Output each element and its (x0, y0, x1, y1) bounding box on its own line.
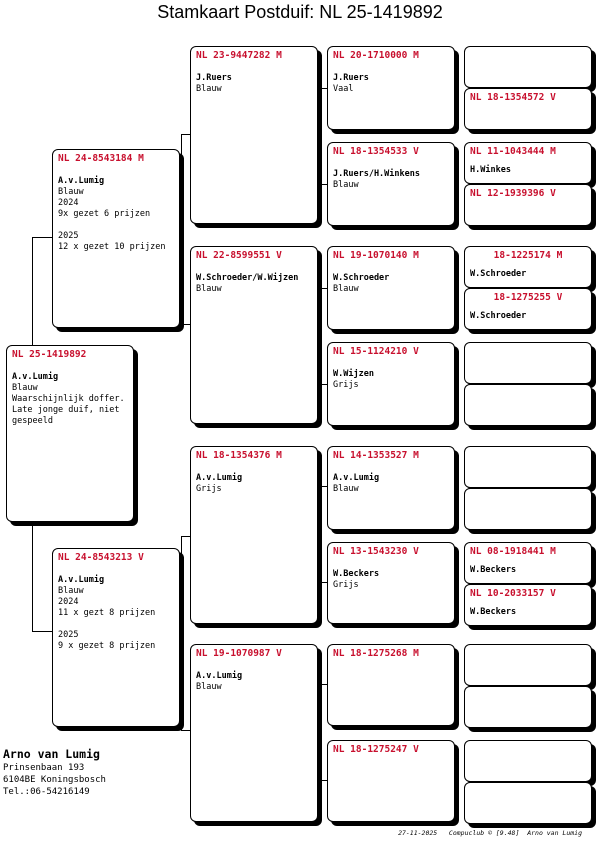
ring-number: NL 10-2033157 V (470, 588, 556, 599)
pigeon-card-mother[interactable] (52, 548, 180, 727)
ring-number: NL 08-1918441 M (470, 546, 556, 557)
pigeon-card-great-grandparent[interactable] (327, 246, 455, 330)
owner-name: J.Ruers/H.Winkens (333, 169, 420, 179)
connector-line (181, 730, 190, 731)
connector-line (32, 522, 33, 632)
connector-line (318, 486, 319, 582)
ring-number: NL 18-1354572 V (470, 92, 556, 103)
connector-line (318, 780, 327, 781)
connector-line (318, 288, 327, 289)
connector-line (181, 536, 182, 730)
color: Grijs (196, 484, 222, 494)
color: Blauw (12, 383, 38, 393)
pigeon-card-ggg[interactable] (464, 542, 592, 584)
owner-name: A.v.Lumig (196, 671, 243, 681)
pigeon-card-great-grandparent[interactable] (327, 446, 455, 530)
results: 9x gezet 6 prijzen (58, 209, 151, 219)
ring-number: NL 18-1275247 V (333, 744, 419, 755)
year: 2025 (58, 630, 79, 640)
pigeon-card-great-grandparent[interactable] (327, 644, 455, 726)
owner-name: W.Schroeder (333, 273, 390, 283)
owner-name: A.v.Lumig (58, 176, 105, 186)
ring-number: NL 18-1354533 V (333, 146, 419, 157)
ring-number: NL 24-8543184 M (58, 153, 144, 164)
year: 2024 (58, 198, 79, 208)
pigeon-card-ggg[interactable] (464, 584, 592, 626)
owner-name: W.Beckers (333, 569, 380, 579)
owner-name: J.Ruers (196, 73, 232, 83)
color: Blauw (333, 284, 359, 294)
pigeon-card-ggg-empty[interactable] (464, 384, 592, 426)
owner-name: H.Winkes (470, 165, 511, 175)
pigeon-card-great-grandparent[interactable] (327, 740, 455, 822)
breeder-phone: Tel.:06-54216149 (3, 787, 90, 797)
results: 11 x gezt 8 prijzen (58, 608, 156, 618)
color: Blauw (333, 180, 359, 190)
ring-number: NL 12-1939396 V (470, 188, 556, 199)
breeder-name: Arno van Lumig (3, 747, 100, 761)
ring-number: NL 24-8543213 V (58, 552, 144, 563)
owner-name: A.v.Lumig (12, 372, 59, 382)
connector-line (318, 684, 319, 780)
ring-number: NL 23-9447282 M (196, 50, 282, 61)
connector-line (318, 384, 327, 385)
ring-number: NL 22-8599551 V (196, 250, 282, 261)
note: Waarschijnlijk doffer. (12, 394, 125, 404)
breeder-address: Prinsenbaan 193 (3, 763, 85, 773)
pigeon-card-ggg[interactable] (464, 184, 592, 226)
owner-name: W.Schroeder (470, 311, 527, 321)
ring-number: NL 11-1043444 M (470, 146, 556, 157)
ring-number: 18-1225174 M (493, 250, 563, 261)
ring-number: NL 18-1275268 M (333, 648, 419, 659)
pigeon-card-ggg[interactable] (464, 246, 592, 288)
pigeon-card-grandfather-maternal[interactable] (190, 446, 318, 624)
year: 2024 (58, 597, 79, 607)
pigeon-card-father[interactable] (52, 149, 180, 328)
ring-number: NL 19-1070140 M (333, 250, 419, 261)
connector-line (181, 536, 190, 537)
ring-number: NL 14-1353527 M (333, 450, 419, 461)
footer-credits: 27-11-2025 Compuclub © [9.48] Arno van Lumig (398, 829, 582, 837)
pigeon-card-ggg-empty[interactable] (464, 446, 592, 488)
color: Blauw (58, 586, 84, 596)
color: Grijs (333, 380, 359, 390)
color: Blauw (196, 84, 222, 94)
pigeon-card-ggg[interactable] (464, 288, 592, 330)
ring-number: NL 20-1710000 M (333, 50, 419, 61)
pigeon-card-ggg-empty[interactable] (464, 686, 592, 728)
note: Late jonge duif, niet gespeeld (12, 405, 125, 426)
color: Grijs (333, 580, 359, 590)
owner-name: W.Wijzen (333, 369, 374, 379)
color: Blauw (196, 682, 222, 692)
pigeon-card-ggg-empty[interactable] (464, 644, 592, 686)
connector-line (318, 288, 319, 384)
pigeon-card-ggg[interactable] (464, 142, 592, 184)
pigeon-card-grandfather-paternal[interactable] (190, 46, 318, 224)
pigeon-card-subject[interactable] (6, 345, 134, 522)
color: Blauw (333, 484, 359, 494)
ring-number: 18-1275255 V (493, 292, 563, 303)
connector-line (318, 184, 327, 185)
connector-line (181, 134, 190, 135)
pigeon-card-ggg-empty[interactable] (464, 342, 592, 384)
pigeon-card-grandmother-paternal[interactable] (190, 246, 318, 424)
ring-number: NL 15-1124210 V (333, 346, 419, 357)
owner-name: A.v.Lumig (196, 473, 243, 483)
connector-line (32, 631, 52, 632)
results: 12 x gezet 10 prijzen (58, 242, 166, 252)
owner-name: W.Beckers (470, 607, 517, 617)
connector-line (318, 582, 327, 583)
breeder-city: 6104BE Koningsbosch (3, 775, 106, 785)
pigeon-card-ggg-empty[interactable] (464, 740, 592, 782)
color: Blauw (58, 187, 84, 197)
breeder-info (3, 746, 106, 798)
connector-line (318, 88, 327, 89)
pigeon-card-great-grandparent[interactable] (327, 542, 455, 624)
ring-number: NL 18-1354376 M (196, 450, 282, 461)
pigeon-card-ggg-empty[interactable] (464, 488, 592, 530)
owner-name: W.Schroeder (470, 269, 527, 279)
ring-number: NL 25-1419892 (12, 349, 87, 360)
year: 2025 (58, 231, 79, 241)
connector-line (32, 237, 52, 238)
pigeon-card-grandmother-maternal[interactable] (190, 644, 318, 822)
page-title: Stamkaart Postduif: NL 25-1419892 (157, 2, 443, 22)
owner-name: A.v.Lumig (58, 575, 105, 585)
pigeon-card-ggg-empty[interactable] (464, 782, 592, 824)
pigeon-card-ggg[interactable] (464, 88, 592, 130)
owner-name: W.Schroeder/W.Wijzen (196, 273, 299, 283)
ring-number: NL 13-1543230 V (333, 546, 419, 557)
owner-name: A.v.Lumig (333, 473, 380, 483)
connector-line (181, 324, 190, 325)
pigeon-card-great-grandparent[interactable] (327, 46, 455, 130)
connector-line (318, 88, 319, 184)
connector-line (318, 684, 327, 685)
color: Vaal (333, 84, 354, 94)
owner-name: W.Beckers (470, 565, 517, 575)
connector-line (181, 134, 182, 324)
results: 9 x gezet 8 prijzen (58, 641, 156, 651)
connector-line (318, 486, 327, 487)
pigeon-card-great-grandparent[interactable] (327, 342, 455, 426)
pigeon-card-great-grandparent[interactable] (327, 142, 455, 226)
pigeon-card-ggg-empty[interactable] (464, 46, 592, 88)
ring-number: NL 19-1070987 V (196, 648, 282, 659)
owner-name: J.Ruers (333, 73, 369, 83)
connector-line (32, 237, 33, 345)
color: Blauw (196, 284, 222, 294)
